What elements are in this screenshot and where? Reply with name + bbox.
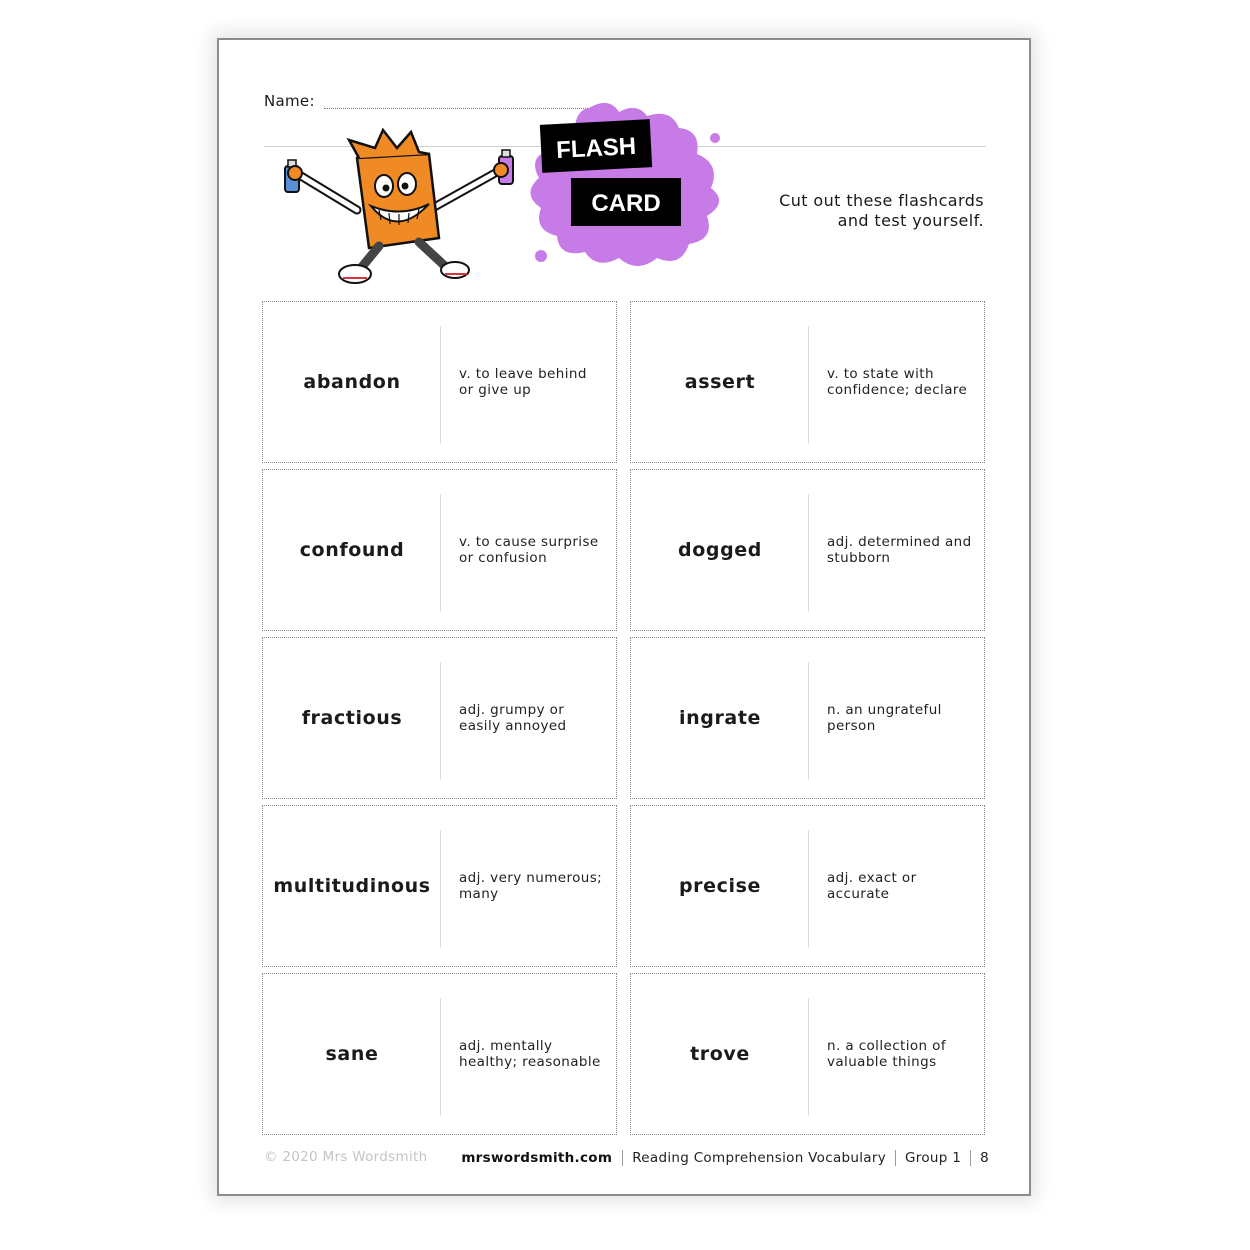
flashcard[interactable]: [262, 637, 617, 799]
worksheet-page: [217, 38, 1031, 1196]
flashcard-word: dogged: [678, 539, 762, 561]
instructions: [779, 191, 984, 231]
flashcard[interactable]: [630, 805, 985, 967]
card-divider: [808, 998, 809, 1116]
flash-card-logo: [519, 98, 729, 273]
copyright-text: © 2020 Mrs Wordsmith: [264, 1149, 428, 1165]
flashcard-grid: [262, 301, 988, 1136]
flashcard[interactable]: [630, 973, 985, 1135]
card-divider: [440, 998, 441, 1116]
flashcard-definition: adj. exact or accurate: [827, 869, 917, 902]
flashcard-definition: adj. mentally healthy; reasonable: [459, 1037, 601, 1070]
website-link[interactable]: mrswordsmith.com: [461, 1150, 613, 1166]
card-divider: [440, 662, 441, 780]
card-divider: [808, 830, 809, 948]
flashcard[interactable]: [630, 469, 985, 631]
page-footer: [264, 1147, 989, 1171]
flashcard-definition: v. to cause surprise or confusion: [459, 533, 599, 566]
flashcard[interactable]: [262, 301, 617, 463]
name-label: Name:: [264, 92, 315, 110]
flashcard-word: abandon: [303, 371, 401, 393]
flashcard-definition: v. to state with confidence; declare: [827, 365, 968, 398]
flashcard-definition: v. to leave behind or give up: [459, 365, 587, 398]
flashcard-definition: n. an ungrateful person: [827, 701, 942, 734]
page-number: 8: [970, 1150, 989, 1166]
flashcard-definition: adj. determined and stubborn: [827, 533, 972, 566]
flashcard-word: trove: [690, 1043, 750, 1065]
flashcard[interactable]: [262, 469, 617, 631]
series-title: Reading Comprehension Vocabulary: [622, 1150, 895, 1166]
card-divider: [440, 830, 441, 948]
mascot-illustration: [279, 118, 519, 290]
flashcard[interactable]: [630, 301, 985, 463]
badge-text-flash: FLASH: [555, 132, 637, 165]
flashcard-definition: adj. grumpy or easily annoyed: [459, 701, 567, 734]
flashcard-word: sane: [325, 1043, 379, 1065]
flashcard[interactable]: [630, 637, 985, 799]
instructions-line-1: Cut out these flashcards: [779, 191, 984, 210]
flashcard-word: fractious: [301, 707, 403, 729]
instructions-line-2: and test yourself.: [837, 211, 984, 230]
flashcard-definition: n. a collection of valuable things: [827, 1037, 946, 1070]
flashcard[interactable]: [262, 805, 617, 967]
group-label: Group 1: [895, 1150, 970, 1166]
badge-text-card: CARD: [591, 190, 661, 217]
card-divider: [808, 326, 809, 444]
card-divider: [440, 326, 441, 444]
flashcard-word: assert: [684, 371, 756, 393]
card-divider: [808, 494, 809, 612]
flashcard[interactable]: [262, 973, 617, 1135]
card-divider: [808, 662, 809, 780]
flashcard-definition: adj. very numerous; many: [459, 869, 603, 902]
flashcard-word: multitudinous: [273, 875, 431, 897]
flashcard-word: confound: [299, 539, 405, 561]
card-divider: [440, 494, 441, 612]
flashcard-word: precise: [678, 875, 762, 897]
flashcard-word: ingrate: [679, 707, 761, 729]
